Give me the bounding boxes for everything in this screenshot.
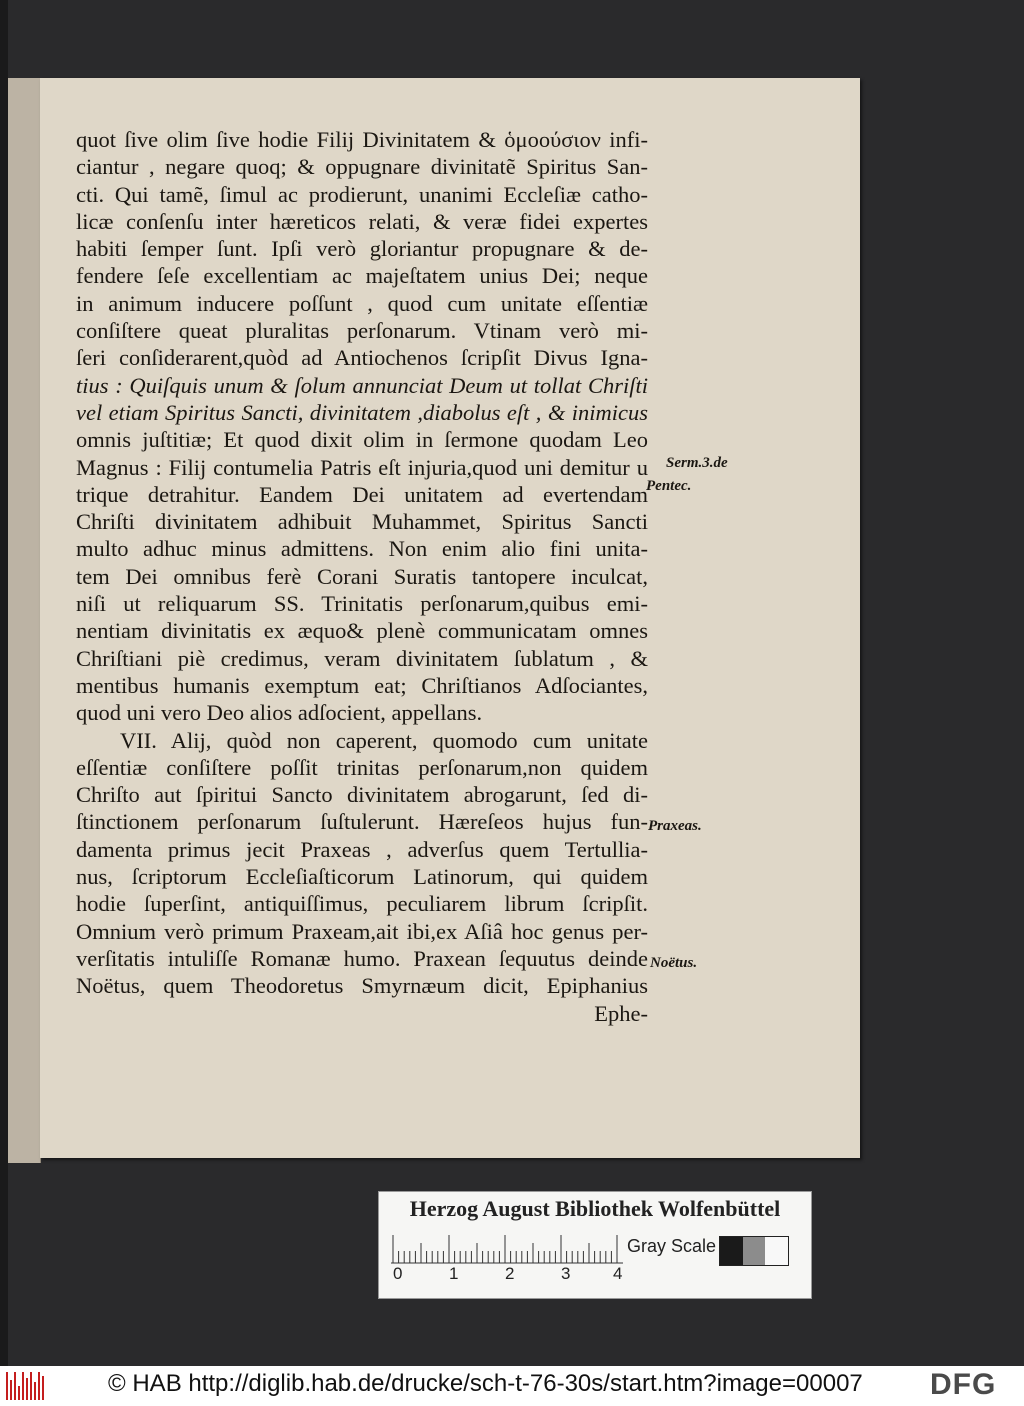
text-line: verſitatis intuliſſe Romanæ humo. Praxean ſequutus deinde [76,945,648,971]
hab-logo-icon [6,1372,46,1400]
text-line: damenta primus jecit Praxeas , adverſus quem Tertullia- [76,836,648,862]
text-line: Noëtus, quem Theodoretus Smyrnæum dicit, Epiphanius [76,973,648,999]
ruler-number: 1 [449,1264,459,1283]
gray-scale-label: Gray Scale [627,1236,717,1256]
swatch-gray [743,1237,766,1265]
text-line: tius : Quiſquis unum & ſolum annunciat Deum ut tollat Chriſti [76,372,648,398]
text-line: Chriſto aut ſpiritui Sancto divinitatem abrogarunt, ſed di- [76,782,648,808]
swatch-white [765,1237,788,1265]
swatch-black [720,1237,743,1265]
text-line: ſtinctionem perſonarum ſuſtulerunt. Hæreſeos hujus fun- [76,809,648,835]
ruler-numbers [387,1264,627,1288]
previous-page-edge [8,78,41,1163]
text-line: Omnium verò primum Praxeam,ait ibi,ex Aſiâ hoc genus per- [76,918,648,944]
margin-note-noetus: Noëtus. [650,955,698,971]
ruler-number: 0 [393,1264,403,1283]
text-line: fendere ſeſe excellentiam ac majeſtatem unius Dei; neque [76,263,648,289]
scan-board-edge [0,0,8,1366]
ruler-number: 2 [505,1264,515,1283]
ruler-number: 3 [561,1264,571,1283]
text-line: ciantur , negare quoq; & oppugnare divinitatẽ Spiritus San- [76,154,648,180]
text-line: conſiſtere queat pluralitas perſonarum. Vtinam verò mi- [76,318,648,344]
ruler-scale [391,1234,623,1264]
viewer-footer [0,1366,1024,1406]
text-line: cti. Qui tamẽ, ſimul ac prodierunt, unanimi Eccleſiæ catho- [76,181,648,207]
library-title: Herzog August Bibliothek Wolfenbüttel [409,1196,781,1221]
margin-note-praxeas: Praxeas. [648,818,702,834]
text-line: tem Dei omnibus ferè Corani Suratis tantopere inculcat, [76,563,648,589]
text-line: niſi ut reliquarum SS. Trinitatis perſonarum,quibus emi- [76,591,648,617]
text-line: ſeri conſiderarent,quòd ad Antiochenos ſcripſit Divus Igna- [76,345,648,371]
text-line: Magnus : Filij contumelia Patris eſt injuria,quod uni demitur u [76,454,648,480]
text-line: habiti ſemper ſunt. Ipſi verò gloriantur propugnare & de- [76,236,648,262]
text-line: hodie ſuperſint, antiquiſſimus, peculiarem librum ſcripſit. [76,891,648,917]
source-url-link[interactable]: © HAB http://diglib.hab.de/drucke/sch-t-76-30s/start.htm?image=00007 [108,1370,863,1397]
text-line: trique detrahitur. Eandem Dei unitatem ad evertendam [76,481,648,507]
dfg-logo: DFG [930,1368,997,1401]
text-line: vel etiam Spiritus Sancti, divinitatem ,diabolus eſt , & inimicus [76,399,648,425]
text-line: in animum inducere poſſunt , quod cum unitate eſſentiæ [76,290,648,316]
text-line: Chriſti divinitatem adhibuit Muhammet, Spiritus Sancti [76,509,648,535]
text-line: nus, ſcriptorum Eccleſiaſticorum Latinorum, qui quidem [76,864,648,890]
catchword: Ephe- [594,1000,648,1026]
text-line: multo adhuc minus admittens. Non enim alio fini unita- [76,536,648,562]
text-line: licæ conſenſu inter hæreticos relati, & veræ fidei expertes [76,208,648,234]
text-line: Chriſtiani piè credimus, veram divinitatem ſublatum , & [76,645,648,671]
text-line: mentibus humanis exemptum eat; Chriſtianos Adſociantes, [76,672,648,698]
margin-note-serm: Serm.3.de [666,455,728,471]
text-line: nentiam divinitatis ex æquo& plenè communicatam omnes [76,618,648,644]
text-line: quot ſive olim ſive hodie Filij Divinitatem & ὁμοούσιον infi- [76,127,648,152]
text-line: omnis juſtitiæ; Et quod dixit olim in ſermone quodam Leo [76,427,648,453]
text-line: eſſentiæ conſiſtere poſſit trinitas perſonarum,non quidem [76,754,648,780]
gray-scale-swatches [719,1236,789,1266]
color-calibration-card [378,1191,812,1299]
text-line: VII. Alij, quòd non caperent, quomodo cum unitate [120,727,648,753]
margin-note-pentec: Pentec. [646,478,692,494]
text-line: quod uni vero Deo alios adſocient, appellans. [76,700,483,726]
ruler-number: 4 [613,1264,623,1283]
page-text [76,126,648,1027]
